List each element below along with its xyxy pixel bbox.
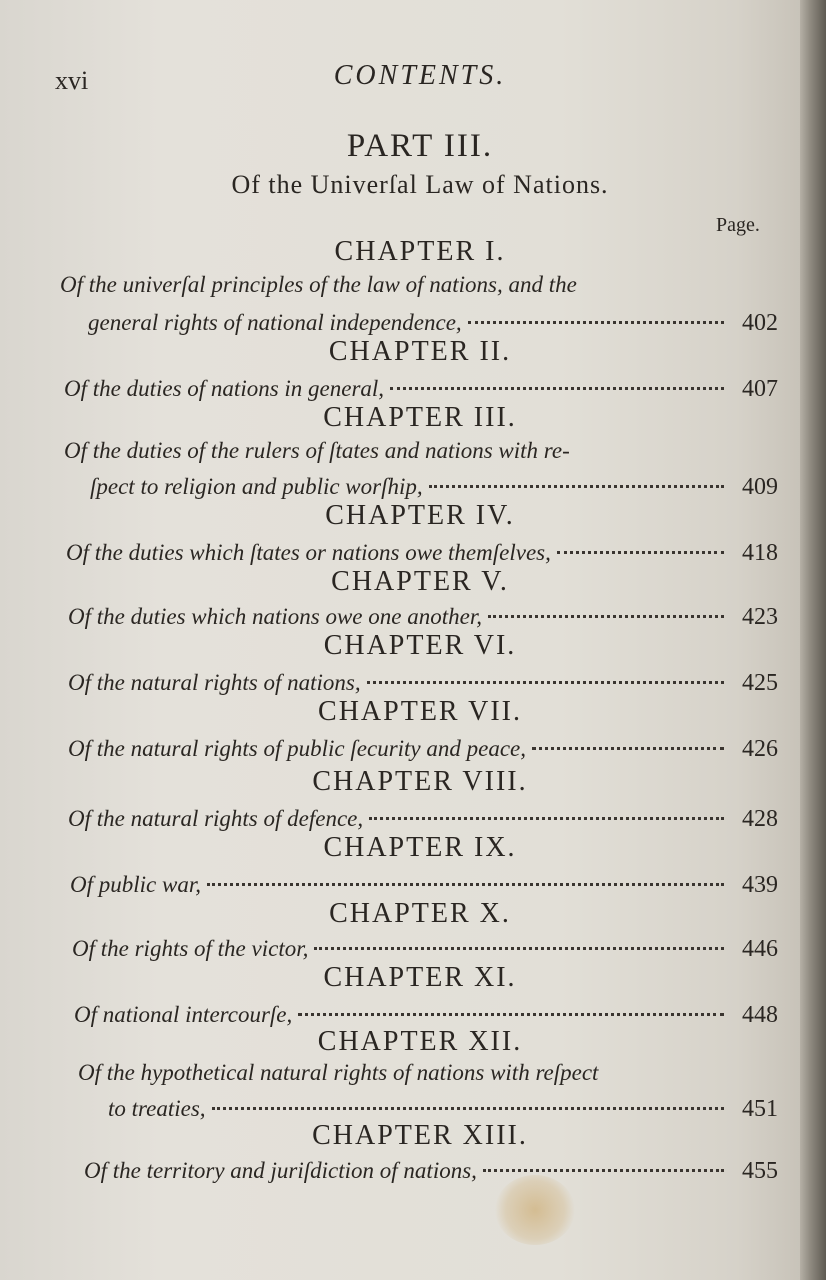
chapter-entry-line xyxy=(64,370,778,404)
dot-leader xyxy=(557,528,724,554)
dot-leader xyxy=(468,298,724,324)
chapter-heading: CHAPTER IX. xyxy=(323,832,517,863)
chapter-heading: CHAPTER II. xyxy=(328,336,512,367)
page-number: 455 xyxy=(742,1158,778,1184)
entry-text: Of the duties which nations owe one another, xyxy=(68,604,482,629)
page-number: 428 xyxy=(742,806,778,832)
chapter-entry-line xyxy=(84,1152,778,1186)
running-head: CONTENTS. xyxy=(333,60,507,91)
page-number: 418 xyxy=(742,540,778,566)
chapter-heading: CHAPTER IV. xyxy=(325,500,515,531)
chapter-entry-line xyxy=(68,664,778,698)
entry-text: Of the natural rights of defence, xyxy=(68,806,364,831)
dot-leader xyxy=(429,462,724,488)
dot-leader xyxy=(367,658,724,684)
chapter-heading: CHAPTER III. xyxy=(323,402,517,433)
entry-text: Of the natural rights of nations, xyxy=(68,670,361,695)
dot-leader xyxy=(532,724,724,750)
page-number: 423 xyxy=(742,604,778,630)
part-title: PART III. xyxy=(346,128,494,164)
chapter-heading: CHAPTER VI. xyxy=(323,630,517,661)
entry-text: Of the duties which ſtates or nations owe themſelves, xyxy=(66,540,551,565)
page-number: 426 xyxy=(742,736,778,762)
dot-leader xyxy=(298,990,724,1016)
entry-text: Of the natural rights of public ſecurity and peace, xyxy=(68,736,527,761)
entry-text: ſpect to religion and public worſhip, xyxy=(90,474,423,499)
dot-leader xyxy=(212,1084,724,1110)
page-number: 439 xyxy=(742,872,778,898)
entry-text: Of public war, xyxy=(70,872,201,897)
entry-text: Of the rights of the victor, xyxy=(72,936,309,961)
chapter-heading: CHAPTER XIII. xyxy=(312,1120,528,1151)
chapter-entry-line xyxy=(68,800,778,834)
entry-text: Of the univerſal principles of the law of nations, and the xyxy=(60,272,577,297)
entry-text: Of national intercourſe, xyxy=(74,1002,293,1027)
chapter-heading: CHAPTER V. xyxy=(331,566,509,597)
dot-leader xyxy=(390,364,724,390)
dot-leader xyxy=(488,592,724,618)
page-number: 409 xyxy=(742,474,778,500)
entry-text: to treaties, xyxy=(108,1096,206,1121)
page-number: 446 xyxy=(742,936,778,962)
page-number: 425 xyxy=(742,670,778,696)
chapter-entry-line xyxy=(66,534,778,568)
dot-leader xyxy=(369,794,724,820)
page-column-label: Page. xyxy=(716,214,760,236)
chapter-entry-line xyxy=(72,930,778,964)
chapter-entry-line xyxy=(68,598,778,632)
entry-text: general rights of national independence, xyxy=(88,310,462,335)
chapter-entry-line xyxy=(90,468,778,502)
part-subtitle: Of the Univerſal Law of Nations. xyxy=(231,170,609,199)
chapter-heading: CHAPTER VII. xyxy=(318,696,522,727)
page-number: 402 xyxy=(742,310,778,336)
chapter-heading: CHAPTER XII. xyxy=(317,1026,523,1057)
dot-leader xyxy=(314,924,724,950)
chapter-entry-line xyxy=(68,730,778,764)
chapter-entry-line xyxy=(60,270,577,300)
chapter-heading: CHAPTER X. xyxy=(329,898,511,929)
chapter-entry-line xyxy=(88,304,778,338)
entry-text: Of the duties of the rulers of ſtates and nations with re- xyxy=(64,438,570,463)
chapter-entry-line xyxy=(70,866,778,900)
page-number: 448 xyxy=(742,1002,778,1028)
chapter-heading: CHAPTER XI. xyxy=(323,962,517,993)
entry-text: Of the hypothetical natural rights of nations with reſpect xyxy=(78,1060,599,1085)
chapter-heading: CHAPTER VIII. xyxy=(312,766,528,797)
page-edge xyxy=(800,0,826,1280)
page-number: 451 xyxy=(742,1096,778,1122)
dot-leader xyxy=(207,860,724,886)
chapter-heading: CHAPTER I. xyxy=(334,236,506,267)
dot-leader xyxy=(483,1146,724,1172)
page-folio: xvi xyxy=(55,66,89,95)
entry-text: Of the duties of nations in general, xyxy=(64,376,385,401)
chapter-entry-line xyxy=(74,996,778,1030)
entry-text: Of the territory and juriſdiction of nations, xyxy=(84,1158,477,1183)
page-number: 407 xyxy=(742,376,778,402)
chapter-entry-line xyxy=(108,1090,778,1124)
